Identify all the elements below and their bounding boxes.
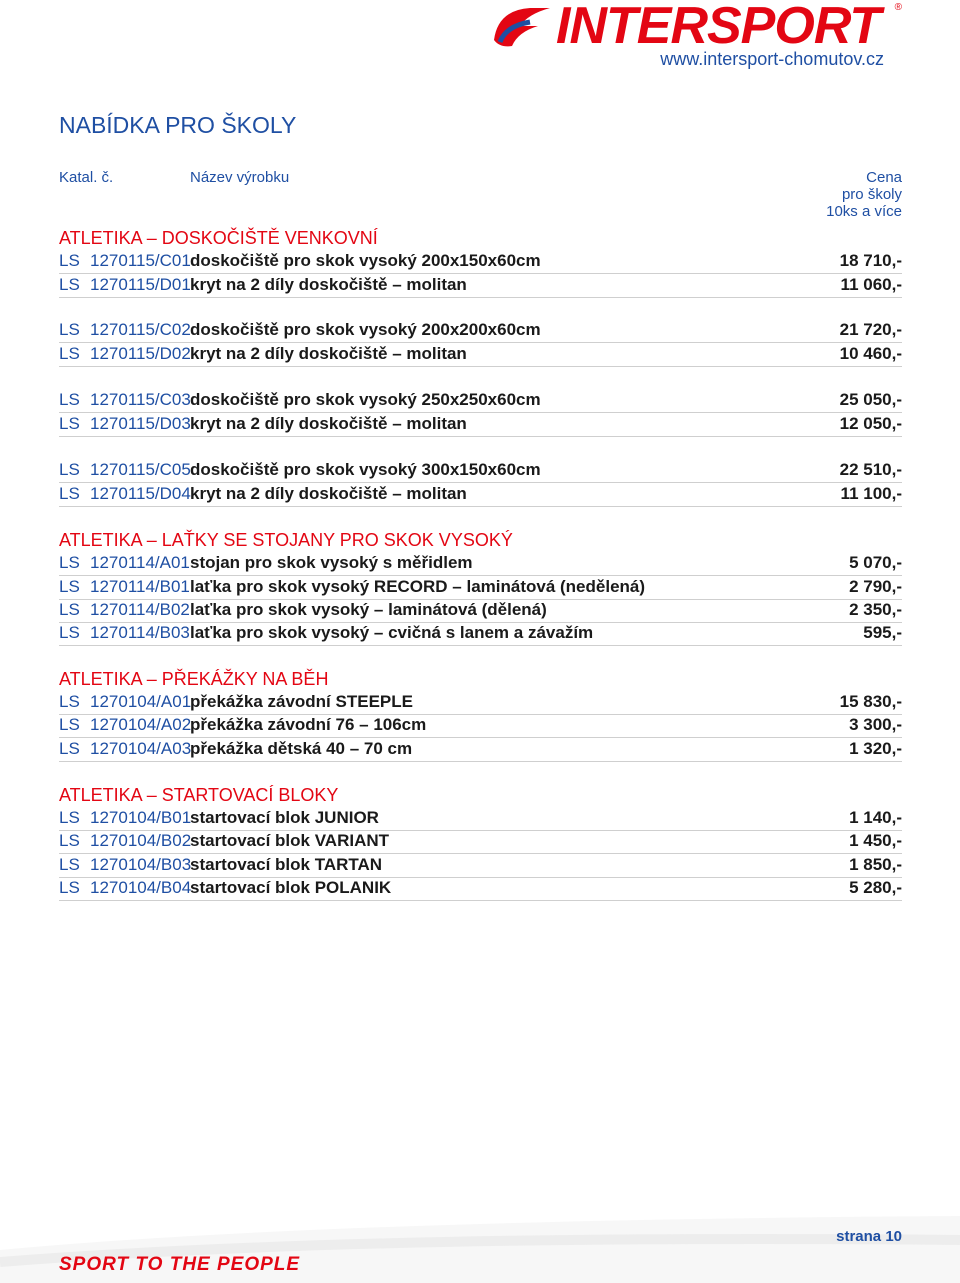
table-row [59, 576, 902, 600]
price-header-line: pro školy [841, 186, 902, 203]
price-header-line: 10ks a více [826, 203, 902, 220]
catalog-code: 1270104/B04 [90, 878, 192, 897]
catalog-code: 1270104/B03 [90, 855, 192, 874]
catalog-code: 1270115/C01 [90, 251, 191, 270]
catalog-code: 1270114/B03 [90, 623, 190, 642]
catalog-code: 1270114/B02 [90, 600, 190, 619]
product-price: 1 850,- [849, 855, 902, 874]
page-number: strana 10 [836, 1228, 902, 1245]
ls-label: LS [59, 553, 80, 572]
product-name: startovací blok POLANIK [190, 878, 392, 897]
catalog-code: 1270104/A03 [90, 739, 192, 758]
logo-swoosh-icon [490, 2, 556, 50]
product-name: doskočiště pro skok vysoký 200x200x60cm [190, 320, 541, 339]
table-row [59, 343, 902, 367]
ls-label: LS [59, 460, 80, 479]
product-name: kryt na 2 díly doskočiště – molitan [190, 484, 467, 503]
product-price: 1 320,- [849, 739, 902, 758]
product-price: 18 710,- [839, 251, 902, 270]
column-header-price [826, 169, 902, 220]
product-name: doskočiště pro skok vysoký 200x150x60cm [190, 251, 541, 270]
catalog-code: 1270104/B01 [90, 808, 192, 827]
catalog-code: 1270104/A01 [90, 692, 192, 711]
product-price: 12 050,- [839, 414, 902, 433]
ls-label: LS [59, 390, 80, 409]
product-name: startovací blok JUNIOR [190, 808, 379, 827]
section-title: ATLETIKA – DOSKOČIŠTĚ VENKOVNÍ [59, 228, 378, 248]
product-price: 2 350,- [849, 600, 902, 619]
product-price: 15 830,- [839, 692, 902, 711]
catalog-code: 1270115/D03 [90, 414, 191, 433]
catalog-code: 1270104/B02 [90, 831, 192, 850]
catalog-code: 1270115/C05 [90, 460, 191, 479]
ls-label: LS [59, 275, 80, 294]
product-price: 25 050,- [839, 390, 902, 409]
ls-label: LS [59, 484, 80, 503]
website-link[interactable]: www.intersport-chomutov.cz [660, 49, 884, 69]
product-name: laťka pro skok vysoký – laminátová (dělená) [190, 600, 547, 619]
registered-mark: ® [894, 2, 902, 13]
footer-slogan: SPORT TO THE PEOPLE [59, 1254, 301, 1275]
table-row [59, 483, 902, 507]
table-row [59, 459, 902, 483]
ls-label: LS [59, 831, 80, 850]
ls-label: LS [59, 320, 80, 339]
product-price: 10 460,- [839, 344, 902, 363]
product-price: 1 450,- [849, 831, 902, 850]
product-price: 11 060,- [840, 275, 902, 294]
intersport-logo [490, 0, 902, 55]
product-price: 5 280,- [849, 878, 902, 897]
product-name: překážka závodní STEEPLE [190, 692, 413, 711]
product-name: laťka pro skok vysoký – cvičná s lanem a závažím [190, 623, 594, 642]
ls-label: LS [59, 344, 80, 363]
table-row [59, 691, 902, 715]
catalog-code: 1270114/B01 [90, 577, 190, 596]
table-row [59, 552, 902, 576]
ls-label: LS [59, 623, 80, 642]
table-row [59, 599, 902, 623]
product-price: 2 790,- [849, 577, 902, 596]
section-title: ATLETIKA – LAŤKY SE STOJANY PRO SKOK VYSOKÝ [59, 530, 513, 550]
product-name: kryt na 2 díly doskočiště – molitan [190, 414, 467, 433]
product-name: kryt na 2 díly doskočiště – molitan [190, 344, 467, 363]
ls-label: LS [59, 715, 80, 734]
product-name: kryt na 2 díly doskočiště – molitan [190, 275, 467, 294]
catalog-code: 1270115/D04 [90, 484, 191, 503]
product-price: 3 300,- [849, 715, 902, 734]
product-price: 5 070,- [849, 553, 902, 572]
product-name: startovací blok VARIANT [190, 831, 390, 850]
table-row [59, 807, 902, 831]
column-header-catalog: Katal. č. [59, 169, 114, 186]
price-header-line: Cena [866, 169, 902, 186]
product-name: laťka pro skok vysoký RECORD – laminátová (nedělená) [190, 577, 646, 596]
table-row [59, 413, 902, 437]
table-row [59, 389, 902, 413]
catalog-code: 1270115/D01 [90, 275, 191, 294]
ls-label: LS [59, 855, 80, 874]
table-row [59, 738, 902, 762]
product-name: překážka dětská 40 – 70 cm [190, 739, 413, 758]
ls-label: LS [59, 808, 80, 827]
table-row [59, 319, 902, 343]
logo-wordmark: INTERSPORT [556, 0, 881, 55]
ls-label: LS [59, 739, 80, 758]
table-row [59, 274, 902, 298]
table-row [59, 877, 902, 901]
catalog-code: 1270115/D02 [90, 344, 191, 363]
table-row [59, 714, 902, 738]
ls-label: LS [59, 878, 80, 897]
ls-label: LS [59, 251, 80, 270]
product-name: startovací blok TARTAN [190, 855, 383, 874]
page-title: NABÍDKA PRO ŠKOLY [59, 112, 297, 138]
table-row [59, 830, 902, 854]
product-name: doskočiště pro skok vysoký 300x150x60cm [190, 460, 541, 479]
product-price: 22 510,- [839, 460, 902, 479]
table-row [59, 622, 902, 646]
product-name: doskočiště pro skok vysoký 250x250x60cm [190, 390, 541, 409]
ls-label: LS [59, 577, 80, 596]
product-name: stojan pro skok vysoký s měřidlem [190, 553, 473, 572]
ls-label: LS [59, 692, 80, 711]
product-price: 1 140,- [849, 808, 902, 827]
table-row [59, 250, 902, 274]
product-price: 11 100,- [840, 484, 902, 503]
catalog-code: 1270114/A01 [90, 553, 190, 572]
column-header-name: Název výrobku [190, 169, 290, 186]
table-row [59, 854, 902, 878]
product-price: 595,- [863, 623, 902, 642]
section-title: ATLETIKA – STARTOVACÍ BLOKY [59, 785, 339, 805]
section-title: ATLETIKA – PŘEKÁŽKY NA BĚH [59, 669, 329, 689]
catalog-code: 1270104/A02 [90, 715, 192, 734]
product-price: 21 720,- [839, 320, 902, 339]
ls-label: LS [59, 414, 80, 433]
catalog-code: 1270115/C03 [90, 390, 191, 409]
product-name: překážka závodní 76 – 106cm [190, 715, 427, 734]
catalog-code: 1270115/C02 [90, 320, 191, 339]
ls-label: LS [59, 600, 80, 619]
